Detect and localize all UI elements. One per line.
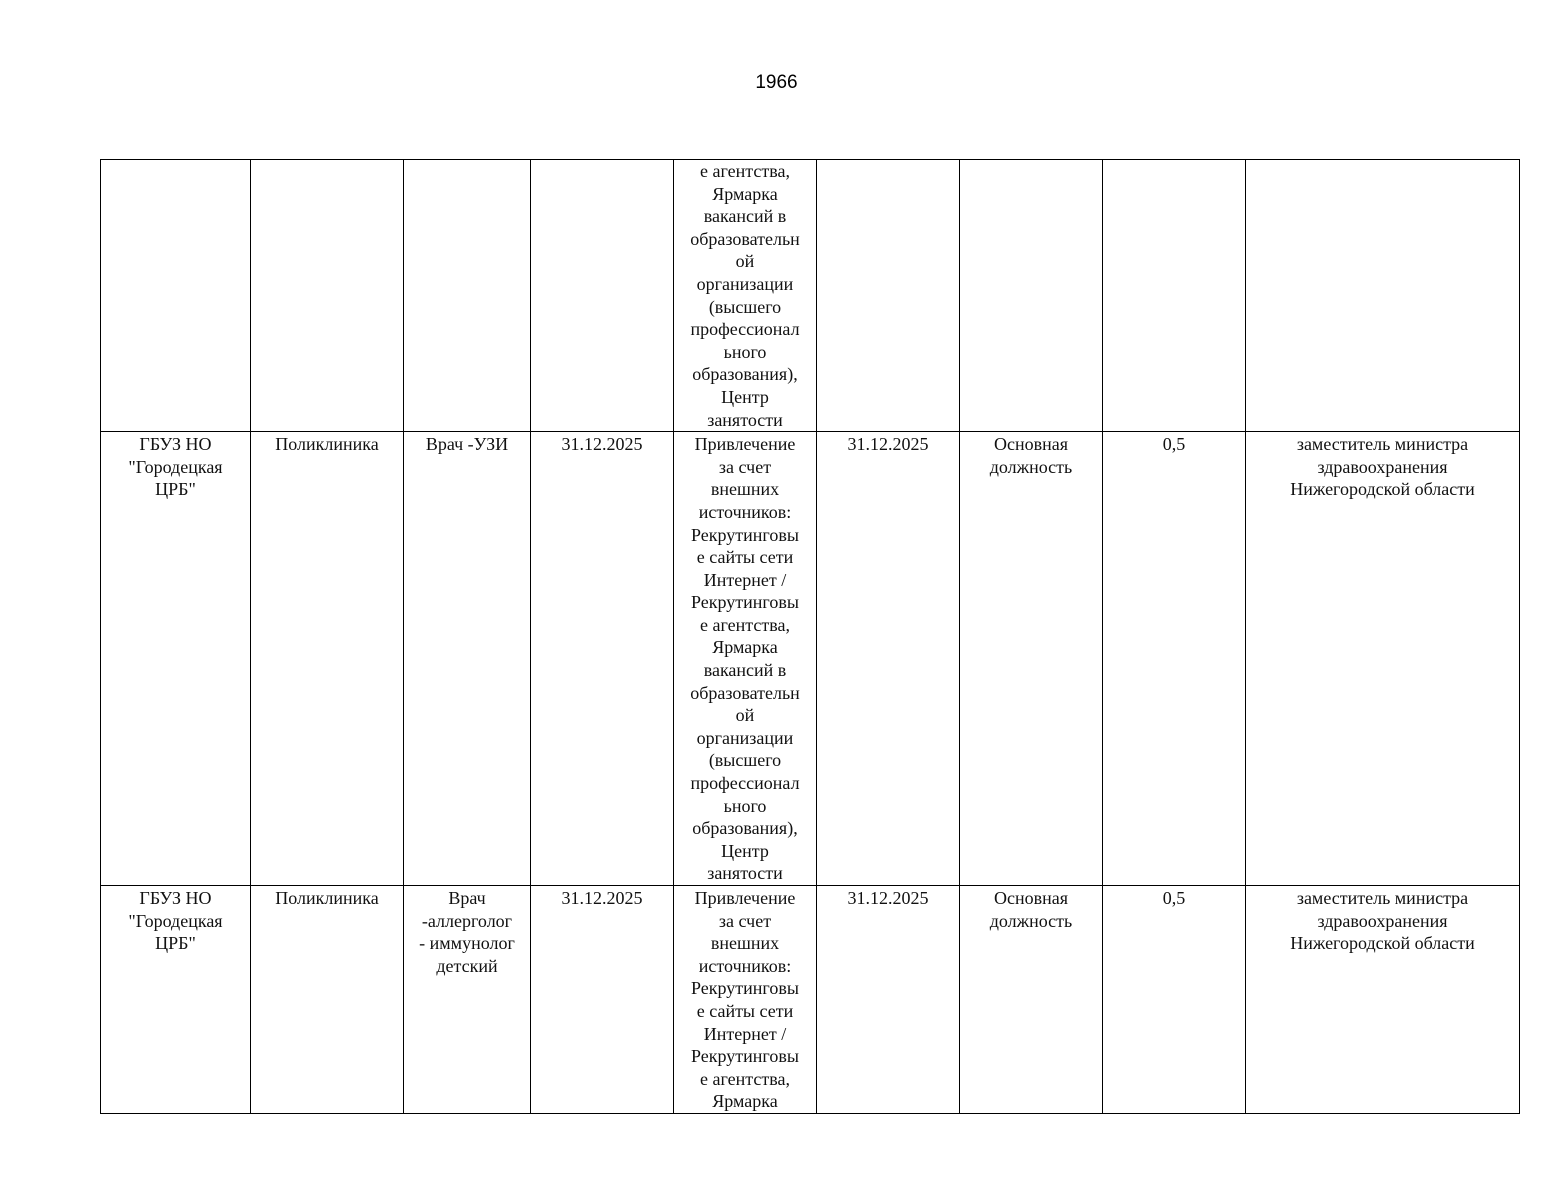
cell-deadline — [817, 160, 960, 432]
cell-organization: ГБУЗ НО "Городецкая ЦРБ" — [101, 432, 251, 886]
cell-position: Врач -аллерголог - иммунолог детский — [404, 886, 531, 1114]
table-row — [101, 886, 1520, 1114]
cell-position — [404, 160, 531, 432]
cell-date — [531, 160, 674, 432]
cell-organization: ГБУЗ НО "Городецкая ЦРБ" — [101, 886, 251, 1114]
cell-organization — [101, 160, 251, 432]
page-number: 1966 — [755, 72, 798, 93]
cell-method: Привлечение за счет внешних источников: Рекрутинговы е сайты сети Интернет / Рекрутинговы е агентства, Ярмарка вакансий в образовательн ой организации (высшего профессионал ьного образования), Центр занятости — [674, 432, 817, 886]
cell-responsible: заместитель министра здравоохранения Нижегородской области — [1246, 886, 1520, 1114]
table-row — [101, 432, 1520, 886]
vacancy-table — [100, 159, 1520, 1114]
cell-responsible — [1246, 160, 1520, 432]
cell-employment-type: Основная должность — [960, 886, 1103, 1114]
cell-unit: Поликлиника — [251, 886, 404, 1114]
cell-deadline: 31.12.2025 — [817, 886, 960, 1114]
table-row — [101, 160, 1520, 432]
cell-responsible: заместитель министра здравоохранения Нижегородской области — [1246, 432, 1520, 886]
cell-rate: 0,5 — [1103, 432, 1246, 886]
cell-position: Врач -УЗИ — [404, 432, 531, 886]
cell-employment-type — [960, 160, 1103, 432]
cell-date: 31.12.2025 — [531, 432, 674, 886]
cell-employment-type: Основная должность — [960, 432, 1103, 886]
cell-method: Привлечение за счет внешних источников: Рекрутинговы е сайты сети Интернет / Рекрутинговы е агентства, Ярмарка — [674, 886, 817, 1114]
cell-date: 31.12.2025 — [531, 886, 674, 1114]
cell-rate — [1103, 160, 1246, 432]
cell-rate: 0,5 — [1103, 886, 1246, 1114]
cell-deadline: 31.12.2025 — [817, 432, 960, 886]
cell-unit: Поликлиника — [251, 432, 404, 886]
cell-unit — [251, 160, 404, 432]
cell-method: е агентства, Ярмарка вакансий в образовательн ой организации (высшего профессионал ьного образования), Центр занятости — [674, 160, 817, 432]
